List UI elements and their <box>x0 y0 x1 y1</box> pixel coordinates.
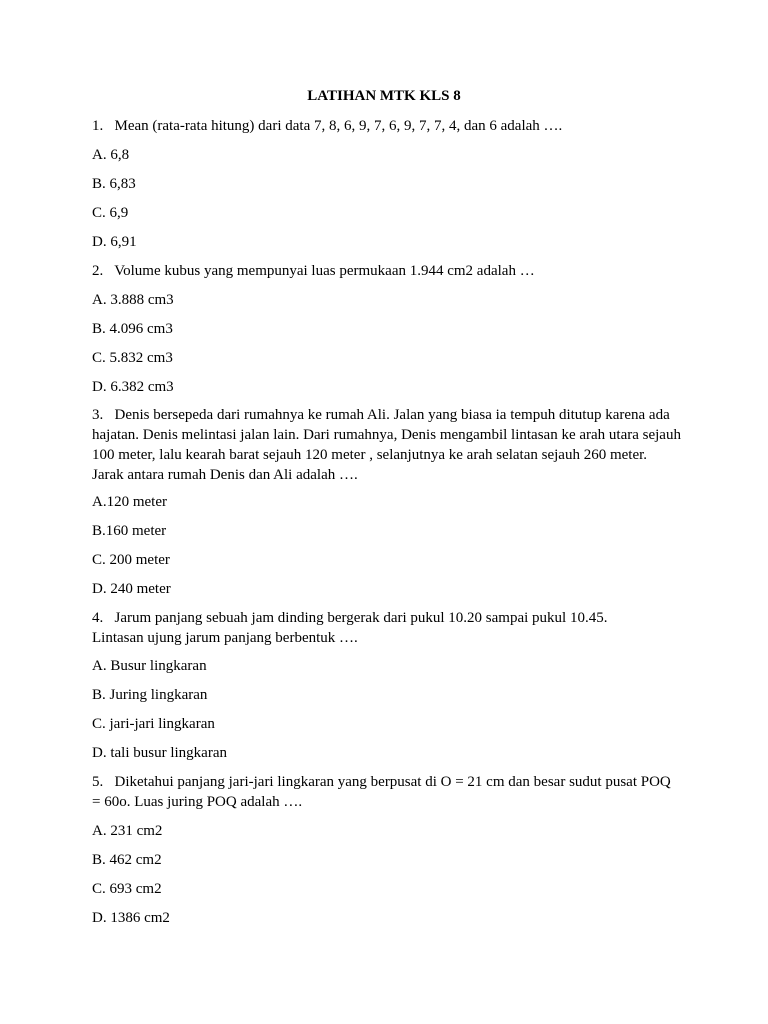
question-1-option-b: B. 6,83 <box>92 176 136 192</box>
question-1-option-c: C. 6,9 <box>92 205 129 221</box>
question-1-option-d: D. 6,91 <box>92 234 137 250</box>
question-3-option-d: D. 240 meter <box>92 581 171 597</box>
question-2-option-d: D. 6.382 cm3 <box>92 379 174 395</box>
question-4-option-d: D. tali busur lingkaran <box>92 745 227 761</box>
question-3-option-c: C. 200 meter <box>92 552 170 568</box>
question-3-text: 3. Denis bersepeda dari rumahnya ke rumah Ali. Jalan yang biasa ia tempuh ditutup karena ada hajatan. Denis melintasi jalan lain. Dari rumahnya, Denis mengambil lintasan ke arah utara sejauh 100 meter, lalu kearah barat sejauh 120 meter , selanjutnya ke arah selatan sejauh 260 meter. Jarak antara rumah Denis dan Ali adalah …. <box>92 407 685 483</box>
question-4-option-c: C. jari-jari lingkaran <box>92 716 215 732</box>
question-5-option-b: B. 462 cm2 <box>92 852 162 868</box>
question-4-text: 4. Jarum panjang sebuah jam dinding bergerak dari pukul 10.20 sampai pukul 10.45. Lintasan ujung jarum panjang berbentuk …. <box>92 610 612 646</box>
question-4-option-a: A. Busur lingkaran <box>92 658 207 674</box>
question-5-option-c: C. 693 cm2 <box>92 881 162 897</box>
question-3-option-a: A.120 meter <box>92 494 167 510</box>
question-2-option-a: A. 3.888 cm3 <box>92 292 174 308</box>
question-1-text: 1. Mean (rata-rata hitung) dari data 7, 8, 6, 9, 7, 6, 9, 7, 7, 4, dan 6 adalah …. <box>92 118 563 134</box>
document-title: LATIHAN MTK KLS 8 <box>307 88 461 104</box>
question-4-option-b: B. Juring lingkaran <box>92 687 208 703</box>
question-5-option-d: D. 1386 cm2 <box>92 910 170 926</box>
question-5-option-a: A. 231 cm2 <box>92 823 163 839</box>
question-2-option-c: C. 5.832 cm3 <box>92 350 173 366</box>
question-3-option-b: B.160 meter <box>92 523 167 539</box>
question-1-option-a: A. 6,8 <box>92 147 130 163</box>
question-2-option-b: B. 4.096 cm3 <box>92 321 173 337</box>
question-2-text: 2. Volume kubus yang mempunyai luas permukaan 1.944 cm2 adalah … <box>92 263 535 279</box>
question-5-text: 5. Diketahui panjang jari-jari lingkaran yang berpusat di O = 21 cm dan besar sudut pusat POQ = 60o. Luas juring POQ adalah …. <box>92 774 675 810</box>
